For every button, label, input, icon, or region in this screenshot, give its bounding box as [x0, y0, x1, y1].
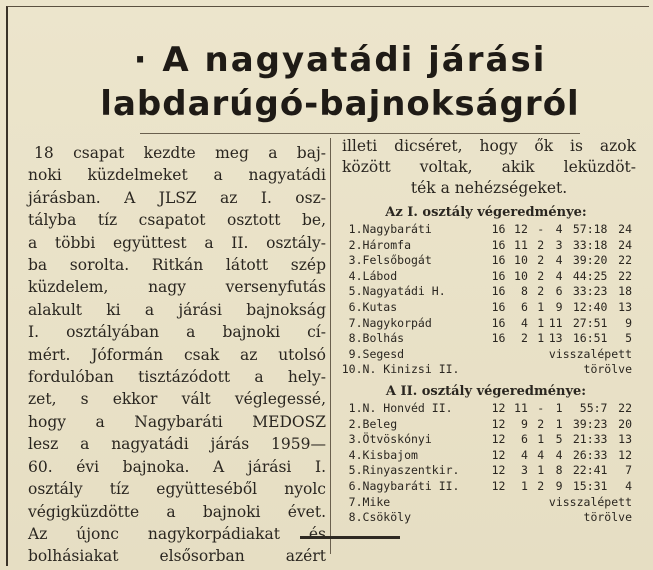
text-line: alakult ki a járási bajnokság [28, 300, 326, 319]
text-line: között voltak, akik leküzdöt- [342, 158, 636, 176]
text-line: 60. évi bajnoka. A járási I. [28, 457, 326, 476]
won-cell: 10 [514, 253, 528, 268]
headline-rule [140, 133, 580, 134]
standings-row [336, 222, 632, 238]
text-line: noki küzdelmeket a nagyatádi [28, 166, 326, 185]
rank-cell: 1. [348, 400, 363, 415]
standings-row [336, 253, 632, 269]
points-cell: 5 [625, 331, 632, 346]
team-name-cell: Nagykorpád [362, 315, 432, 330]
rank-cell: 9. [348, 346, 363, 361]
played-cell: 16 [491, 331, 506, 346]
standings-row [336, 479, 632, 495]
status-note-cell: visszalépett [548, 494, 632, 509]
goals-cell: 39:20 [572, 253, 608, 268]
rank-cell: 6. [348, 299, 363, 314]
points-cell: 12 [618, 447, 632, 462]
won-cell: 1 [520, 478, 528, 493]
rank-cell: 8. [348, 331, 363, 346]
rank-cell: 2. [348, 416, 363, 431]
lost-cell: 4 [555, 447, 563, 462]
team-name-cell: Lábod [362, 268, 398, 283]
lost-cell: 5 [555, 432, 563, 447]
standings-row [336, 269, 632, 285]
lost-cell: 6 [555, 284, 563, 299]
points-cell: 22 [618, 253, 632, 268]
text-line: bolhásiakat elsősorban azért [28, 547, 326, 566]
lost-cell: 3 [555, 237, 563, 252]
text-line: fordulóban tisztázódott a hely- [28, 368, 326, 387]
team-name-cell: Segesd [362, 346, 405, 361]
division-1-standings [336, 222, 632, 378]
points-cell: 4 [625, 478, 632, 493]
standings-row [336, 316, 632, 332]
standings-row [336, 362, 632, 378]
standings-row [336, 347, 632, 363]
drawn-cell: 2 [537, 268, 545, 283]
team-name-cell: Kutas [362, 299, 398, 314]
played-cell: 16 [491, 237, 506, 252]
won-cell: 11 [514, 237, 528, 252]
text-line: osztály tíz együtteséből nyolc [28, 480, 326, 499]
article-continuation [342, 136, 636, 199]
standings-row [336, 401, 632, 417]
text-line: ték a nehézségeket. [410, 179, 568, 197]
text-line: illeti dicséret, hogy ők is azok [342, 137, 636, 155]
rank-cell: 4. [348, 447, 363, 462]
team-name-cell: Rinyaszentkir. [362, 463, 460, 478]
drawn-cell: 1 [537, 432, 545, 447]
headline-line-1: · A nagyatádi járási [133, 40, 547, 80]
rank-cell: 7. [348, 494, 363, 509]
standings-row [336, 238, 632, 254]
won-cell: 4 [520, 447, 528, 462]
standings-row [336, 432, 632, 448]
text-line: ba sorolta. Ritkán látott szép [28, 256, 326, 275]
won-cell: 9 [520, 416, 528, 431]
goals-cell: 15:31 [572, 478, 608, 493]
team-name-cell: Felsőbogát [362, 253, 432, 268]
standings-row [336, 417, 632, 433]
points-cell: 24 [618, 222, 632, 236]
played-cell: 12 [491, 463, 506, 478]
points-cell: 18 [618, 284, 632, 299]
goals-cell: 16:51 [572, 331, 608, 346]
won-cell: 3 [520, 463, 528, 478]
drawn-cell: 2 [537, 284, 545, 299]
points-cell: 24 [618, 237, 632, 252]
column-divider [330, 138, 331, 554]
lost-cell: 1 [555, 416, 563, 431]
drawn-cell: 1 [537, 331, 545, 346]
drawn-cell: 1 [537, 299, 545, 314]
rank-cell: 3. [348, 432, 363, 447]
lost-cell: 4 [555, 222, 563, 236]
team-name-cell: Ötvöskónyi [362, 432, 432, 447]
team-name-cell: N. Honvéd II. [362, 400, 453, 415]
lost-cell: 11 [548, 315, 563, 330]
played-cell: 16 [491, 222, 506, 236]
team-name-cell: Mike [362, 494, 391, 509]
article-right-column [336, 136, 636, 526]
won-cell: 6 [520, 432, 528, 447]
lost-cell: 4 [555, 268, 563, 283]
team-name-cell: Beleg [362, 416, 398, 431]
rank-cell: 2. [348, 237, 363, 252]
text-line: járásban. A JLSZ az I. osz- [28, 188, 326, 207]
team-name-cell: Nagybaráti [362, 222, 432, 236]
drawn-cell: 2 [537, 416, 545, 431]
text-line: Az újonc nagykorpádiakat és [28, 524, 326, 543]
column-end-bar [300, 536, 400, 539]
won-cell: 6 [520, 299, 528, 314]
text-line: a többi együttest a II. osztály- [28, 233, 326, 252]
goals-cell: 27:51 [572, 315, 608, 330]
played-cell: 16 [491, 268, 506, 283]
division-2-standings [336, 401, 632, 526]
rank-cell: 3. [348, 253, 363, 268]
goals-cell: 26:33 [572, 447, 608, 462]
standings-row [336, 331, 632, 347]
won-cell: 4 [520, 315, 528, 330]
status-note-cell: törölve [583, 510, 632, 525]
rank-cell: 4. [348, 268, 363, 283]
played-cell: 12 [491, 432, 506, 447]
rank-cell: 8. [348, 510, 363, 525]
text-line: zet, s ekkor vált véglegessé, [28, 390, 326, 409]
played-cell: 12 [491, 400, 506, 415]
drawn-cell: - [537, 222, 545, 236]
played-cell: 16 [491, 299, 506, 314]
points-cell: 13 [618, 432, 632, 447]
points-cell: 22 [618, 268, 632, 283]
lost-cell: 1 [555, 400, 563, 415]
goals-cell: 39:23 [572, 416, 608, 431]
lost-cell: 9 [555, 478, 563, 493]
rank-cell: 5. [348, 284, 363, 299]
rank-cell: 5. [348, 463, 363, 478]
status-note-cell: törölve [583, 362, 632, 377]
drawn-cell: 2 [537, 237, 545, 252]
text-line: küzdelem, nagy versenyfutás [28, 278, 326, 297]
text-line: hogy a Nagybaráti MEDOSZ [28, 412, 326, 431]
text-line: tályba tíz csapatot osztott be, [28, 211, 326, 230]
points-cell: 7 [625, 463, 632, 478]
goals-cell: 33:23 [572, 284, 608, 299]
drawn-cell: 4 [537, 447, 545, 462]
played-cell: 16 [491, 315, 506, 330]
team-name-cell: Háromfa [362, 237, 411, 252]
goals-cell: 22:41 [572, 463, 608, 478]
rank-cell: 7. [348, 315, 363, 330]
goals-cell: 12:40 [572, 299, 608, 314]
team-name-cell: Kisbajom [362, 447, 418, 462]
won-cell: 2 [520, 331, 528, 346]
text-line: I. osztályában a bajnoki cí- [28, 323, 326, 342]
drawn-cell: 1 [537, 315, 545, 330]
team-name-cell: N. Kinizsi II. [362, 362, 460, 377]
text-line: mért. Jóformán csak az utolsó [28, 345, 326, 364]
drawn-cell: 2 [537, 253, 545, 268]
lost-cell: 9 [555, 299, 563, 314]
rank-cell: 1. [348, 222, 363, 236]
lost-cell: 13 [548, 331, 563, 346]
article-left-column [28, 142, 326, 568]
rank-cell: 10. [341, 362, 363, 377]
played-cell: 16 [491, 284, 506, 299]
team-name-cell: Nagyatádi H. [362, 284, 446, 299]
standings-row [336, 284, 632, 300]
won-cell: 12 [514, 222, 528, 236]
team-name-cell: Bolhás [362, 331, 405, 346]
headline-line-2: labdarúgó-bajnokságról [100, 84, 580, 124]
text-line: lesz a nagyatádi járás 1959— [28, 435, 326, 454]
played-cell: 16 [491, 253, 506, 268]
goals-cell: 44:25 [572, 268, 608, 283]
standings-row [336, 510, 632, 526]
played-cell: 12 [491, 416, 506, 431]
points-cell: 9 [625, 315, 632, 330]
standings-row [336, 495, 632, 511]
team-name-cell: Nagybaráti II. [362, 478, 460, 493]
drawn-cell: 2 [537, 478, 545, 493]
won-cell: 8 [520, 284, 528, 299]
status-note-cell: visszalépett [548, 346, 632, 361]
goals-cell: 57:18 [572, 222, 608, 236]
lost-cell: 8 [555, 463, 563, 478]
drawn-cell: - [537, 400, 545, 415]
standings-row [336, 463, 632, 479]
goals-cell: 21:33 [572, 432, 608, 447]
points-cell: 22 [618, 400, 632, 415]
won-cell: 11 [514, 400, 528, 415]
table2-title: A II. osztály végeredménye: [385, 383, 587, 399]
table1-title: Az I. osztály végeredménye: [385, 205, 587, 220]
text-line: végigküzdötte a bajnoki évet. [28, 502, 326, 521]
standings-row [336, 448, 632, 464]
goals-cell: 33:18 [572, 237, 608, 252]
team-name-cell: Csököly [362, 510, 411, 525]
text-line: 18 csapat kezdte meg a baj- [34, 144, 326, 162]
article-headline [40, 38, 640, 126]
points-cell: 20 [618, 416, 632, 431]
lost-cell: 4 [555, 253, 563, 268]
rank-cell: 6. [348, 478, 363, 493]
drawn-cell: 1 [537, 463, 545, 478]
points-cell: 13 [618, 299, 632, 314]
played-cell: 12 [491, 447, 506, 462]
won-cell: 10 [514, 268, 528, 283]
played-cell: 12 [491, 478, 506, 493]
goals-cell: 55:7 [579, 400, 608, 415]
standings-row [336, 300, 632, 316]
